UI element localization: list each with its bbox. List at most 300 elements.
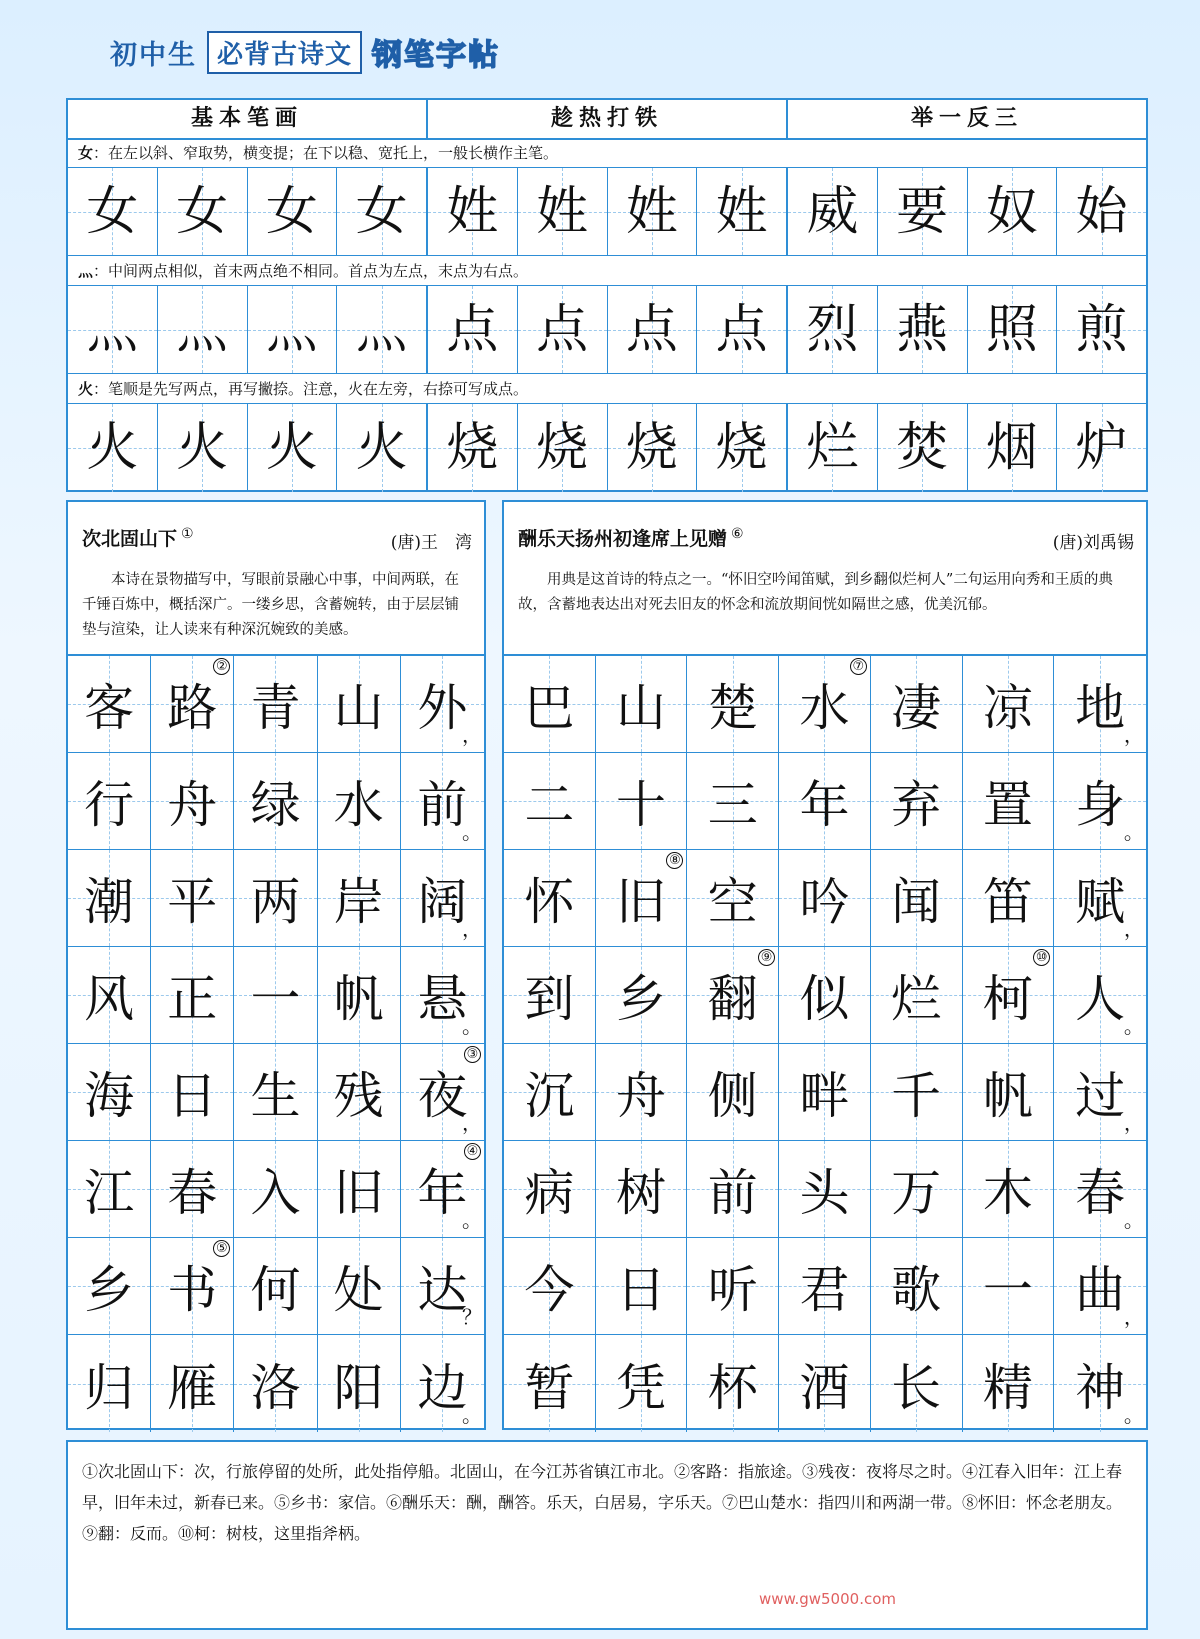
section-headers [68, 100, 1146, 140]
poem-char: 似 [799, 970, 850, 1028]
punctuation: ， [461, 723, 482, 747]
poem-char: 舟 [616, 1067, 667, 1125]
poem-char: 乡 [84, 1261, 135, 1319]
poem-cell [318, 850, 401, 946]
practice-cell [608, 168, 698, 255]
poem-char: 客 [84, 679, 135, 737]
practice-char: 奴 [985, 181, 1038, 242]
poem-cell [151, 947, 234, 1043]
poem-cell [779, 1238, 871, 1334]
practice-char: 点 [625, 299, 678, 360]
practice-cell [968, 286, 1058, 373]
poem-char: 春 [167, 1164, 218, 1222]
practice-cell [158, 168, 248, 255]
poem-cell [504, 947, 596, 1043]
practice-char: 照 [985, 299, 1038, 360]
poem-char: 海 [84, 1067, 135, 1125]
poem-char: 十 [616, 776, 667, 834]
poem-char: 潮 [84, 873, 135, 931]
practice-cell [608, 404, 698, 492]
poem-cell [596, 1238, 688, 1334]
poem-char: 残 [333, 1067, 384, 1125]
poem-cell [234, 1044, 317, 1140]
poem-cell [687, 1335, 779, 1432]
poem-char: 酒 [799, 1358, 850, 1417]
practice-char: 女 [355, 181, 408, 242]
practice-cell [878, 286, 968, 373]
poem-char: 悬 [417, 970, 468, 1028]
poem-char: 绿 [250, 776, 301, 834]
poem-cell [151, 753, 234, 849]
practice-cell [68, 168, 158, 255]
header-title: 钢笔字帖 [372, 38, 501, 73]
practice-char: 灬 [355, 299, 408, 360]
punctuation: 。 [461, 820, 482, 844]
poem-char: 前 [707, 1164, 758, 1222]
punctuation: 。 [461, 1208, 482, 1232]
poem-char: 畔 [799, 1067, 850, 1125]
practice-char: 火 [265, 418, 318, 478]
poem-line [504, 1044, 1146, 1141]
stroke-note [68, 374, 1146, 404]
poem-cell [234, 1335, 317, 1432]
poem-char: 暂 [524, 1358, 575, 1417]
practice-cell [337, 168, 428, 255]
poem-cell [504, 850, 596, 946]
footnote-marker: ⑧ [666, 852, 683, 869]
practice-cell [1057, 168, 1146, 255]
practice-cell [697, 286, 788, 373]
practice-char: 灬 [86, 299, 139, 360]
poem-cell [401, 947, 484, 1043]
poem-cell [596, 1044, 688, 1140]
poem-cell [687, 947, 779, 1043]
poem-title: 次北固山下 ① [82, 525, 194, 550]
practice-char: 焚 [896, 418, 949, 478]
practice-cell [788, 404, 878, 492]
poem-char: 歌 [891, 1261, 942, 1319]
practice-char: 点 [536, 299, 589, 360]
practice-cell [968, 168, 1058, 255]
poem-cell [151, 1238, 234, 1334]
poem-char: 旧 [333, 1164, 384, 1222]
poem-cell [318, 1141, 401, 1237]
poem-line [504, 1335, 1146, 1432]
stroke-note [68, 138, 1146, 168]
practice-cell [337, 286, 428, 373]
poem-char: 长 [891, 1358, 942, 1417]
practice-cell [68, 404, 158, 492]
practice-char: 姓 [625, 181, 678, 242]
poem-char: 年 [799, 776, 850, 834]
poem-cell [596, 1141, 688, 1237]
practice-cell [248, 168, 338, 255]
poem-cell [779, 753, 871, 849]
poem-char: 岸 [333, 873, 384, 931]
poem-grid [504, 654, 1146, 1428]
punctuation: 。 [1123, 1403, 1144, 1427]
punctuation: 。 [461, 1014, 482, 1038]
stroke-note-text: ：在左以斜、窄取势，横变提；在下以稳、宽托上，一般长横作主笔。 [93, 144, 559, 162]
poem-char: 巴 [524, 679, 575, 737]
practice-cell [68, 286, 158, 373]
poem-char: 凭 [616, 1358, 667, 1417]
poem-char: 一 [982, 1261, 1033, 1319]
practice-cell [788, 168, 878, 255]
poem-char: 水 [333, 776, 384, 834]
poem-cell [963, 656, 1055, 752]
practice-cell [608, 286, 698, 373]
poem-cell [504, 1238, 596, 1334]
poem-line [504, 1238, 1146, 1335]
poem-cell [779, 850, 871, 946]
poem-char: 吟 [799, 873, 850, 931]
poem-char: 日 [167, 1067, 218, 1125]
poem-char: 侧 [707, 1067, 758, 1125]
poem-char: 空 [707, 873, 758, 931]
poem-cell [963, 1141, 1055, 1237]
poem-char: 帆 [982, 1067, 1033, 1125]
poem-cell [871, 947, 963, 1043]
punctuation: 。 [1123, 1208, 1144, 1232]
poem-char: 弃 [891, 776, 942, 834]
poem-cell [318, 1335, 401, 1432]
poem-char: 帆 [333, 970, 384, 1028]
poem-cell [596, 947, 688, 1043]
poem-line [68, 1335, 484, 1432]
section-header-practice: 趁热打铁 [428, 100, 788, 138]
poem-char: 烂 [891, 970, 942, 1028]
poem-char: 处 [333, 1261, 384, 1319]
poem-line [504, 850, 1146, 947]
poem-char: 笛 [982, 873, 1033, 931]
poem-char: 凄 [891, 679, 942, 737]
poem-cell [779, 1335, 871, 1432]
poem-cell [68, 1335, 151, 1432]
poem-cell [1054, 1335, 1146, 1432]
practice-char: 烈 [806, 299, 859, 360]
footnote-marker: ④ [464, 1143, 481, 1160]
poem-cell [151, 1335, 234, 1432]
stroke-practice-table [66, 98, 1148, 492]
poem-cell [401, 1044, 484, 1140]
poem-char: 君 [799, 1261, 850, 1319]
poem-cell [68, 947, 151, 1043]
practice-char: 点 [446, 299, 499, 360]
footnotes-text: ①次北固山下：次，行旅停留的处所，此处指停船。北固山，在今江苏省镇江市北。②客路：指旅途。③残夜：夜将尽之时。④江春入旧年：江上春早，旧年未过，新春已来。⑤乡书：家信。⑥酬乐天：酬，酬答。乐天，白居易，字乐天。⑦巴山楚水：指四川和两湖一带。⑧怀旧：怀念老朋友。⑨翻：反而。⑩柯：树枝，这里指斧柄。 [82, 1462, 1123, 1543]
poem-char: 千 [891, 1067, 942, 1125]
poem-char: 洛 [250, 1358, 301, 1417]
poem-char: 身 [1075, 776, 1126, 834]
punctuation: 。 [1123, 1014, 1144, 1038]
poem-cell [401, 1335, 484, 1432]
poem-cell [871, 656, 963, 752]
poem-char: 树 [616, 1164, 667, 1222]
stroke-key: 女 [78, 144, 94, 162]
poem-char: 平 [167, 873, 218, 931]
poem-char: 人 [1075, 970, 1126, 1028]
poem-char: 木 [982, 1164, 1033, 1222]
poem-cell [1054, 947, 1146, 1043]
poem-cell [151, 1141, 234, 1237]
poem-char: 雁 [167, 1358, 218, 1417]
practice-char: 女 [176, 181, 229, 242]
poem-char: 听 [707, 1261, 758, 1319]
poem-char: 山 [333, 679, 384, 737]
poem-char: 柯 [982, 970, 1033, 1028]
poem-line [68, 753, 484, 850]
punctuation: 。 [1123, 820, 1144, 844]
practice-char: 姓 [715, 181, 768, 242]
poem-cell [963, 850, 1055, 946]
poem-cell [871, 1141, 963, 1237]
poem-cell [963, 1044, 1055, 1140]
practice-cell [158, 404, 248, 492]
poem-intro: 本诗在景物描写中，写眼前景融心中事，中间两联，在千锤百炼中，概括深广。一缕乡思，含蓄婉转，由于层层铺垫与渲染，让人读来有种深沉婉致的美感。 [82, 572, 459, 638]
poem-line [504, 1141, 1146, 1238]
poem-char: 沉 [524, 1067, 575, 1125]
practice-char: 女 [86, 181, 139, 242]
poem-cell [504, 753, 596, 849]
poem-cell [687, 1141, 779, 1237]
practice-char: 烧 [625, 418, 678, 478]
poem-char: 阔 [417, 873, 468, 931]
poem-cell [318, 656, 401, 752]
poem-cell [779, 947, 871, 1043]
practice-cell [337, 404, 428, 492]
poem-cell [151, 850, 234, 946]
practice-cell [428, 168, 518, 255]
poem-char: 边 [417, 1358, 468, 1417]
poem-cell [1054, 1044, 1146, 1140]
poem-cell [963, 1238, 1055, 1334]
poem-cell [596, 753, 688, 849]
footnote-marker: ⑨ [758, 949, 775, 966]
poem-char: 入 [250, 1164, 301, 1222]
poem-line [504, 656, 1146, 753]
poem-char: 乡 [616, 970, 667, 1028]
poem-cell [596, 1335, 688, 1432]
poem-cell [318, 1238, 401, 1334]
footnote-marker: ⑩ [1033, 949, 1050, 966]
poem-cell [234, 1238, 317, 1334]
poem-cell [401, 1141, 484, 1237]
poem-cell [687, 1044, 779, 1140]
practice-row [68, 168, 1146, 256]
practice-char: 燕 [896, 299, 949, 360]
poem-cell [1054, 1238, 1146, 1334]
poem-char: 头 [799, 1164, 850, 1222]
punctuation: ， [1123, 1111, 1144, 1135]
poem-panel-left [66, 500, 486, 1430]
poem-char: 夜 [417, 1067, 468, 1125]
practice-char: 炉 [1075, 418, 1128, 478]
practice-cell [697, 404, 788, 492]
practice-char: 威 [806, 181, 859, 242]
practice-cell [697, 168, 788, 255]
poem-cell [596, 656, 688, 752]
footnote-marker: ③ [464, 1046, 481, 1063]
poem-line [68, 947, 484, 1044]
practice-char: 灬 [265, 299, 318, 360]
poem-cell [504, 1044, 596, 1140]
poem-cell [68, 1044, 151, 1140]
section-header-extend: 举一反三 [910, 106, 1023, 131]
practice-cell [248, 404, 338, 492]
poem-char: 凉 [982, 679, 1033, 737]
poem-char: 旧 [616, 873, 667, 931]
poem-char: 路 [167, 679, 218, 737]
poem-line [68, 1141, 484, 1238]
punctuation: ， [1123, 723, 1144, 747]
poem-char: 二 [524, 776, 575, 834]
poem-char: 何 [250, 1261, 301, 1319]
punctuation: 。 [461, 1403, 482, 1427]
poem-cell [68, 1238, 151, 1334]
poem-cell [687, 656, 779, 752]
poem-line [68, 1238, 484, 1335]
practice-char: 灬 [176, 299, 229, 360]
section-header-basic: 基本笔画 [68, 100, 428, 138]
practice-char: 烧 [536, 418, 589, 478]
poem-author: (唐)刘禹锡 [1052, 533, 1134, 553]
practice-cell [518, 168, 608, 255]
poem-char: 怀 [524, 873, 575, 931]
poem-cell [871, 850, 963, 946]
poem-char: 置 [982, 776, 1033, 834]
footnote-marker: ⑦ [850, 658, 867, 675]
poem-cell [871, 1044, 963, 1140]
poem-char: 日 [616, 1261, 667, 1319]
poem-char: 舟 [167, 776, 218, 834]
poem-title: 酬乐天扬州初逢席上见赠 ⑥ [518, 525, 744, 550]
poem-cell [318, 947, 401, 1043]
practice-cell [878, 404, 968, 492]
practice-char: 烂 [806, 418, 859, 478]
practice-cell [518, 286, 608, 373]
practice-char: 女 [265, 181, 318, 242]
poem-cell [504, 1335, 596, 1432]
punctuation: ， [461, 1111, 482, 1135]
poem-cell [963, 1335, 1055, 1432]
poem-author: (唐)王 湾 [390, 533, 472, 553]
practice-char: 点 [715, 299, 768, 360]
poem-cell [318, 1044, 401, 1140]
poem-line [68, 656, 484, 753]
poem-cell [963, 947, 1055, 1043]
poem-char: 青 [250, 679, 301, 737]
header-topic: 必背古诗文 [207, 31, 362, 74]
poem-cell [687, 753, 779, 849]
poem-char: 闻 [891, 873, 942, 931]
poem-cell [401, 1238, 484, 1334]
poem-char: 水 [799, 679, 850, 737]
poem-cell [68, 1141, 151, 1237]
poem-char: 今 [524, 1261, 575, 1319]
practice-row [68, 286, 1146, 374]
poem-cell [504, 656, 596, 752]
poem-cell [68, 850, 151, 946]
poem-char: 曲 [1075, 1261, 1126, 1319]
poem-cell [151, 656, 234, 752]
practice-char: 煎 [1075, 299, 1128, 360]
practice-char: 始 [1075, 181, 1128, 242]
poem-char: 万 [891, 1164, 942, 1222]
poem-line [504, 947, 1146, 1044]
poem-char: 风 [84, 970, 135, 1028]
poem-cell [504, 1141, 596, 1237]
poem-cell [687, 1238, 779, 1334]
poem-grid [68, 654, 484, 1428]
stroke-note-text: ：中间两点相似，首末两点绝不相同。首点为左点，末点为右点。 [93, 262, 529, 280]
poem-char: 地 [1075, 679, 1126, 737]
practice-cell [788, 286, 878, 373]
practice-cell [428, 404, 518, 492]
poem-cell [234, 947, 317, 1043]
poem-cell [151, 1044, 234, 1140]
footnote-marker: ⑤ [213, 1240, 230, 1257]
poem-char: 江 [84, 1164, 135, 1222]
poem-char: 楚 [707, 679, 758, 737]
footnotes-box [66, 1440, 1148, 1630]
poem-char: 一 [250, 970, 301, 1028]
poem-char: 精 [982, 1358, 1033, 1417]
stroke-note [68, 256, 1146, 286]
poem-cell [318, 753, 401, 849]
poem-cell [401, 753, 484, 849]
poem-cell [779, 1141, 871, 1237]
poem-char: 神 [1075, 1358, 1126, 1417]
practice-char: 烟 [985, 418, 1038, 478]
poem-cell [687, 850, 779, 946]
poem-cell [234, 656, 317, 752]
poem-cell [234, 850, 317, 946]
poem-cell [234, 1141, 317, 1237]
poem-char: 山 [616, 679, 667, 737]
practice-char: 烧 [446, 418, 499, 478]
punctuation: ？ [461, 1305, 482, 1329]
poem-cell [779, 1044, 871, 1140]
watermark: www.gw5000.com [759, 1590, 896, 1608]
practice-cell [518, 404, 608, 492]
practice-char: 姓 [536, 181, 589, 242]
poem-cell [1054, 656, 1146, 752]
poem-cell [68, 656, 151, 752]
poem-cell [596, 850, 688, 946]
poem-char: 前 [417, 776, 468, 834]
poem-intro: 用典是这首诗的特点之一。“怀旧空吟闻笛赋，到乡翻似烂柯人”二句运用向秀和王质的典故，含蓄地表达出对死去旧友的怀念和流放期间恍如隔世之感，优美沉郁。 [518, 572, 1113, 613]
poem-char: 书 [167, 1261, 218, 1319]
stroke-key: 火 [78, 380, 94, 398]
poem-char: 翻 [707, 970, 758, 1028]
poem-cell [871, 1238, 963, 1334]
poem-cell [1054, 753, 1146, 849]
poem-char: 年 [417, 1164, 468, 1222]
poem-cell [779, 656, 871, 752]
poem-cell [1054, 850, 1146, 946]
poem-line [68, 1044, 484, 1141]
poem-char: 两 [250, 873, 301, 931]
practice-cell [968, 404, 1058, 492]
poem-cell [234, 753, 317, 849]
practice-cell [1057, 286, 1146, 373]
punctuation: ， [461, 917, 482, 941]
poem-char: 三 [707, 776, 758, 834]
poem-line [68, 850, 484, 947]
poem-cell [68, 753, 151, 849]
practice-cell [1057, 404, 1146, 492]
poem-char: 赋 [1075, 873, 1126, 931]
